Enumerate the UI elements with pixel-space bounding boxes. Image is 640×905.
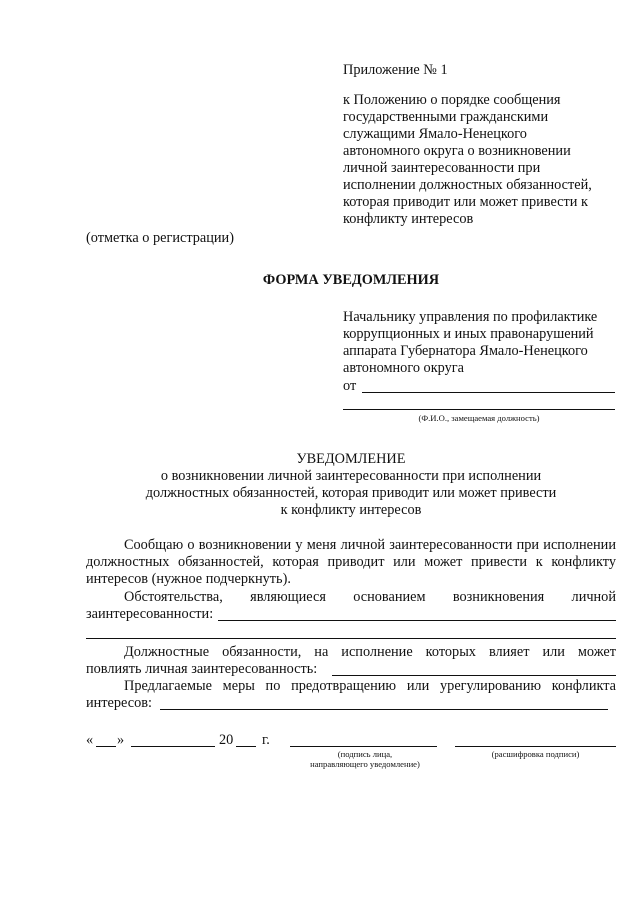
- notice-subtitle-line: должностных обязанностей, которая приводит или может привести: [145, 485, 557, 501]
- appendix-line: автономного округа о возникновении: [343, 143, 571, 159]
- signature-caption-line: направляющего уведомление): [310, 759, 420, 769]
- para3-label: повлиять личная заинтересованность:: [86, 661, 318, 677]
- body-paragraph-1: Сообщаю о возникновении у меня личной заинтересованности при исполнении должностных обязанностей, которая приводит или может привести к конфликту интересов (нужное подчеркнуть).: [86, 537, 616, 587]
- notice-title: УВЕДОМЛЕНИЕ: [296, 451, 406, 467]
- appendix-line: личной заинтересованности при: [343, 160, 541, 176]
- addressee-line: автономного округа: [343, 360, 464, 376]
- from-label: от: [343, 378, 357, 394]
- form-title: ФОРМА УВЕДОМЛЕНИЯ: [262, 272, 440, 288]
- body-paragraph-2-line: Обстоятельства, являющиеся основанием возникновения личной: [124, 589, 616, 605]
- addressee-line: Начальнику управления по профилактике: [343, 309, 598, 325]
- body-paragraph-3-line: Должностные обязанности, на исполнение которых влияет или может: [124, 644, 616, 660]
- month-field-line[interactable]: [131, 746, 215, 747]
- from-field-line[interactable]: [362, 392, 615, 393]
- appendix-line: государственными гражданскими: [343, 109, 549, 125]
- signature-field-line[interactable]: [290, 746, 437, 747]
- circumstances-field-line-2[interactable]: [86, 638, 616, 639]
- decoding-field-line[interactable]: [455, 746, 616, 747]
- appendix-line: конфликту интересов: [343, 211, 474, 227]
- year-suffix: г.: [262, 732, 270, 748]
- circumstances-field-line[interactable]: [218, 620, 616, 621]
- registration-mark: (отметка о регистрации): [86, 230, 234, 246]
- addressee-line: коррупционных и иных правонарушений: [343, 326, 594, 342]
- signature-caption: [280, 749, 450, 769]
- signature-caption-line: (подпись лица,: [337, 749, 393, 759]
- addressee-line: аппарата Губернатора Ямало-Ненецкого: [343, 343, 588, 359]
- from-field-line-2[interactable]: [343, 409, 615, 410]
- duties-field-line[interactable]: [332, 675, 616, 676]
- year-prefix: 20: [219, 732, 234, 748]
- measures-field-line[interactable]: [160, 709, 608, 710]
- appendix-line: исполнении должностных обязанностей,: [343, 177, 592, 193]
- fio-caption: (Ф.И.О., замещаемая должность): [418, 413, 540, 423]
- quote-open: «: [86, 732, 94, 748]
- appendix-line: которая приводит или может привести к: [343, 194, 588, 210]
- day-field-line[interactable]: [96, 746, 116, 747]
- notice-subtitle: [86, 468, 616, 519]
- appendix-text: [343, 92, 623, 228]
- notice-subtitle-line: о возникновении личной заинтересованности при исполнении: [160, 468, 542, 484]
- notice-subtitle-line: к конфликту интересов: [280, 502, 422, 518]
- appendix-line: к Положению о порядке сообщения: [343, 92, 561, 108]
- quote-close: »: [117, 732, 125, 748]
- appendix-title: Приложение № 1: [343, 62, 448, 78]
- para2-label: заинтересованности:: [86, 606, 214, 622]
- decoding-caption: (расшифровка подписи): [491, 749, 580, 759]
- body-paragraph-4-line: Предлагаемые меры по предотвращению или урегулированию конфликта: [124, 678, 616, 694]
- year-field-line[interactable]: [236, 746, 256, 747]
- addressee: [343, 309, 623, 377]
- para4-label: интересов:: [86, 695, 152, 711]
- appendix-line: служащими Ямало-Ненецкого: [343, 126, 527, 142]
